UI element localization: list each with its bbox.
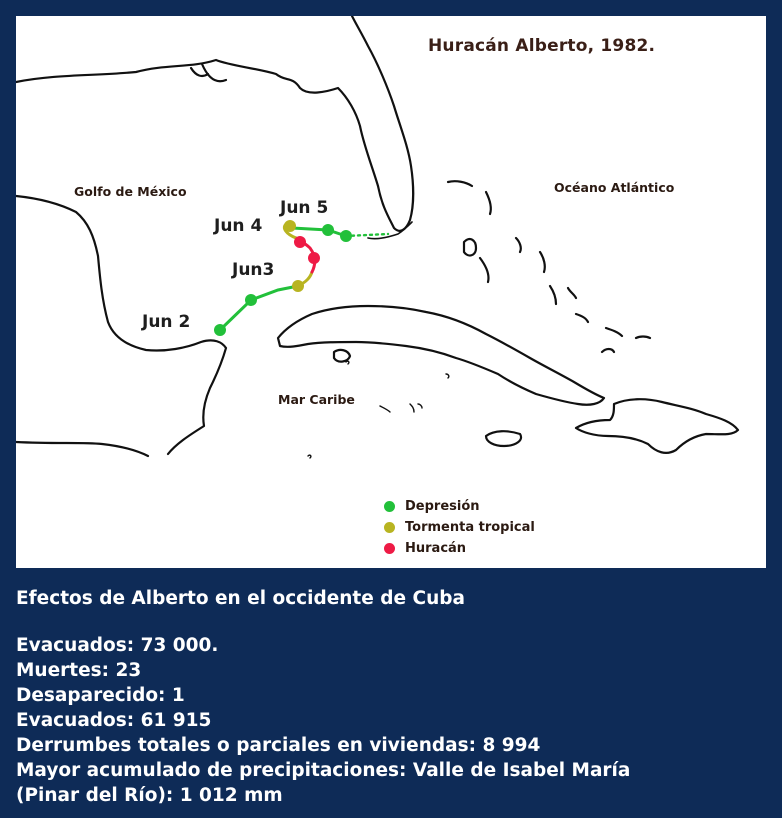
bahamas-5 [568, 288, 650, 352]
florida-keys [368, 222, 412, 239]
legend-label: Tormenta tropical [405, 520, 535, 535]
date-label-jun4: Jun 4 [214, 216, 263, 236]
gulf-of-mexico-label: Golfo de México [74, 184, 187, 199]
fact-max-rainfall-location: (Pinar del Río): 1 012 mm [16, 785, 283, 806]
track-depression-dotted [346, 234, 388, 236]
map-title: Huracán Alberto, 1982. [428, 36, 656, 56]
track-point-storm [292, 280, 304, 292]
track-point-storm [284, 220, 296, 232]
map-panel [16, 16, 766, 568]
track-depression-north [292, 228, 346, 236]
hispaniola [576, 399, 738, 453]
effects-title: Efectos de Alberto en el occidente de Cuba [16, 588, 465, 609]
track-point-depression [245, 294, 257, 306]
track-point-hurricane [294, 236, 306, 248]
atlantic-ocean-label: Océano Atlántico [554, 180, 675, 195]
map-graphic [16, 16, 766, 568]
legend-dot-tropical-storm [384, 522, 395, 533]
bahamas-2 [448, 181, 491, 214]
effects-panel [16, 588, 630, 808]
legend-item-hurricane [384, 538, 535, 559]
fact-missing: Desaparecido: 1 [16, 685, 185, 706]
mississippi-delta [191, 64, 226, 81]
date-label-jun2: Jun 2 [142, 312, 191, 332]
track-depression-south [220, 286, 298, 330]
track-point-depression [214, 324, 226, 336]
bahamas-1 [464, 239, 476, 255]
cuba [278, 306, 604, 405]
cayman-islands [380, 404, 422, 412]
date-label-jun3: Jun3 [232, 260, 275, 280]
bahamas-3 [516, 238, 545, 272]
fact-deaths: Muertes: 23 [16, 660, 142, 681]
track-point-depression [322, 224, 334, 236]
date-label-jun5: Jun 5 [280, 198, 329, 218]
offshore-specks [308, 361, 449, 458]
jamaica [486, 431, 521, 446]
fact-max-rainfall: Mayor acumulado de precipitaciones: Valle de Isabel María [16, 760, 631, 781]
legend-dot-hurricane [384, 543, 395, 554]
track-point-depression [340, 230, 352, 242]
legend-item-tropical-storm [384, 517, 535, 538]
fact-evacuated: Evacuados: 73 000. [16, 635, 219, 656]
legend-label: Depresión [405, 499, 480, 514]
mexico-coast [16, 196, 226, 456]
legend-dot-depression [384, 501, 395, 512]
track-point-hurricane [308, 252, 320, 264]
caribbean-sea-label: Mar Caribe [278, 392, 355, 407]
legend-label: Huracán [405, 541, 467, 556]
legend-item-depression [384, 496, 535, 517]
fact-evacuated-2: Evacuados: 61 915 [16, 710, 212, 731]
legend [384, 496, 535, 559]
fact-collapses: Derrumbes totales o parciales en viviendas: 8 994 [16, 735, 541, 756]
isle-of-youth [334, 350, 350, 362]
